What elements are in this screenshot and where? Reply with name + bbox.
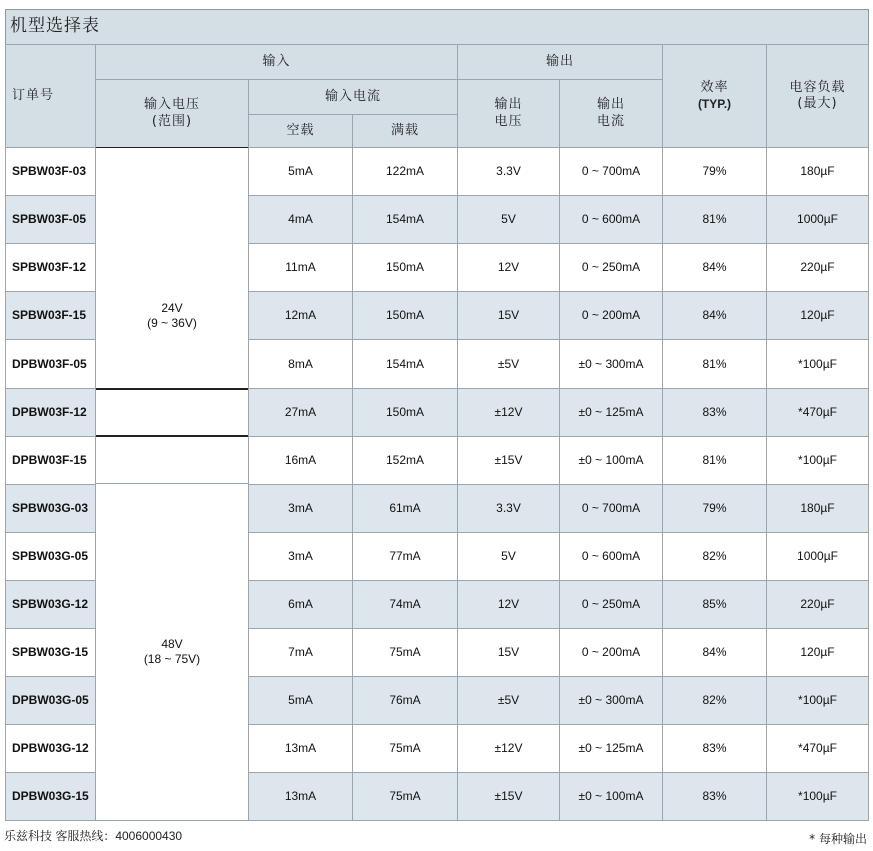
header-output-voltage-2: 电压: [494, 113, 523, 129]
output-current-cell: ±0 ~ 100mA: [559, 436, 663, 485]
cap-load-cell: 1000µF: [766, 532, 869, 581]
order-code-cell: SPBW03G-03: [5, 484, 96, 533]
cap-load-cell: 180µF: [766, 147, 869, 196]
output-current-cell: 0 ~ 250mA: [559, 243, 663, 292]
cap-load-cell: 120µF: [766, 628, 869, 677]
output-voltage-cell: 3.3V: [457, 484, 560, 533]
no-load-current-cell: 16mA: [248, 436, 353, 485]
cap-load-cell: 1000µF: [766, 195, 869, 244]
cap-load-cell: *100µF: [766, 436, 869, 485]
cap-load-cell: *100µF: [766, 676, 869, 725]
order-code-cell: SPBW03G-05: [5, 532, 96, 581]
cap-load-cell: 180µF: [766, 484, 869, 533]
output-voltage-cell: 15V: [457, 291, 560, 340]
output-current-cell: 0 ~ 200mA: [559, 291, 663, 340]
header-input-voltage-label: 输入电压: [143, 97, 200, 113]
voltage-group-48v-value: 48V: [161, 637, 183, 651]
header-output-current: [559, 79, 663, 148]
order-code-cell: SPBW03F-05: [5, 195, 96, 244]
no-load-current-cell: 12mA: [248, 291, 353, 340]
full-load-current-cell: 150mA: [352, 388, 458, 437]
output-current-cell: ±0 ~ 300mA: [559, 676, 663, 725]
full-load-current-cell: 154mA: [352, 339, 458, 389]
header-efficiency-label: 效率: [700, 80, 729, 96]
output-current-cell: ±0 ~ 300mA: [559, 339, 663, 389]
output-current-cell: 0 ~ 600mA: [559, 195, 663, 244]
full-load-current-cell: 150mA: [352, 291, 458, 340]
cap-load-cell: *470µF: [766, 388, 869, 437]
header-input-current: 输入电流: [248, 79, 458, 115]
output-voltage-cell: 15V: [457, 628, 560, 677]
output-voltage-cell: 12V: [457, 243, 560, 292]
voltage-group-48v: [95, 483, 249, 821]
output-current-cell: 0 ~ 600mA: [559, 532, 663, 581]
efficiency-cell: 79%: [662, 147, 767, 196]
efficiency-cell: 84%: [662, 628, 767, 677]
efficiency-cell: 79%: [662, 484, 767, 533]
full-load-current-cell: 152mA: [352, 436, 458, 485]
order-code-cell: SPBW03G-12: [5, 580, 96, 629]
output-current-cell: 0 ~ 700mA: [559, 484, 663, 533]
full-load-current-cell: 154mA: [352, 195, 458, 244]
full-load-current-cell: 122mA: [352, 147, 458, 196]
full-load-current-cell: 61mA: [352, 484, 458, 533]
efficiency-cell: 82%: [662, 676, 767, 725]
no-load-current-cell: 4mA: [248, 195, 353, 244]
header-efficiency: [662, 44, 767, 148]
header-no-load: 空载: [248, 114, 353, 148]
output-voltage-cell: 5V: [457, 195, 560, 244]
output-voltage-cell: ±5V: [457, 676, 560, 725]
cap-load-cell: *100µF: [766, 772, 869, 821]
full-load-current-cell: 150mA: [352, 243, 458, 292]
no-load-current-cell: 6mA: [248, 580, 353, 629]
header-output-voltage: [457, 79, 560, 148]
efficiency-cell: 84%: [662, 291, 767, 340]
output-current-cell: 0 ~ 700mA: [559, 147, 663, 196]
output-current-cell: ±0 ~ 100mA: [559, 772, 663, 821]
output-voltage-cell: ±5V: [457, 339, 560, 389]
efficiency-cell: 84%: [662, 243, 767, 292]
footnote: * 每种输出: [809, 832, 867, 846]
order-code-cell: DPBW03F-05: [5, 339, 96, 389]
full-load-current-cell: 75mA: [352, 772, 458, 821]
cap-load-cell: 220µF: [766, 580, 869, 629]
full-load-current-cell: 77mA: [352, 532, 458, 581]
header-input-voltage: [95, 79, 249, 148]
cap-load-cell: 220µF: [766, 243, 869, 292]
efficiency-cell: 81%: [662, 195, 767, 244]
order-code-cell: SPBW03F-15: [5, 291, 96, 340]
no-load-current-cell: 3mA: [248, 484, 353, 533]
header-cap-load: [766, 44, 869, 148]
efficiency-cell: 85%: [662, 580, 767, 629]
header-output-current-1: 输出: [596, 97, 625, 113]
order-code-cell: SPBW03F-03: [5, 147, 96, 196]
voltage-group-24v-range: (9 ~ 36V): [147, 315, 197, 330]
voltage-group-24v: [95, 147, 249, 484]
no-load-current-cell: 13mA: [248, 724, 353, 773]
efficiency-cell: 83%: [662, 388, 767, 437]
order-code-cell: DPBW03G-15: [5, 772, 96, 821]
order-code-cell: SPBW03G-15: [5, 628, 96, 677]
output-current-cell: 0 ~ 250mA: [559, 580, 663, 629]
header-full-load: 满载: [352, 114, 458, 148]
model-selection-table: [5, 9, 869, 821]
no-load-current-cell: 5mA: [248, 676, 353, 725]
header-input-voltage-range: (范围): [151, 113, 193, 129]
output-voltage-cell: ±12V: [457, 388, 560, 437]
efficiency-cell: 81%: [662, 339, 767, 389]
header-output-current-2: 电流: [596, 113, 625, 129]
table-title: 机型选择表: [5, 9, 869, 45]
order-code-cell: DPBW03G-12: [5, 724, 96, 773]
output-voltage-cell: 3.3V: [457, 147, 560, 196]
voltage-group-24v-value: 24V: [161, 300, 183, 315]
output-voltage-cell: 12V: [457, 580, 560, 629]
output-voltage-cell: 5V: [457, 532, 560, 581]
header-cap-load-label: 电容负载: [789, 79, 846, 95]
order-code-cell: DPBW03G-05: [5, 676, 96, 725]
header-cap-load-max: (最大): [797, 96, 838, 111]
no-load-current-cell: 13mA: [248, 772, 353, 821]
no-load-current-cell: 8mA: [248, 339, 353, 389]
order-code-cell: DPBW03F-15: [5, 436, 96, 485]
cap-load-cell: 120µF: [766, 291, 869, 340]
header-output: 输出: [457, 44, 663, 80]
full-load-current-cell: 75mA: [352, 628, 458, 677]
output-voltage-cell: ±15V: [457, 772, 560, 821]
header-input: 输入: [95, 44, 458, 80]
no-load-current-cell: 27mA: [248, 388, 353, 437]
efficiency-cell: 83%: [662, 772, 767, 821]
output-current-cell: ±0 ~ 125mA: [559, 388, 663, 437]
full-load-current-cell: 75mA: [352, 724, 458, 773]
no-load-current-cell: 3mA: [248, 532, 353, 581]
efficiency-cell: 81%: [662, 436, 767, 485]
order-code-cell: DPBW03F-12: [5, 388, 96, 437]
header-order-no: 订单号: [5, 44, 96, 148]
header-efficiency-typ: (TYP.): [697, 96, 732, 111]
full-load-current-cell: 76mA: [352, 676, 458, 725]
efficiency-cell: 82%: [662, 532, 767, 581]
order-code-cell: SPBW03F-12: [5, 243, 96, 292]
no-load-current-cell: 7mA: [248, 628, 353, 677]
output-voltage-cell: ±12V: [457, 724, 560, 773]
full-load-current-cell: 74mA: [352, 580, 458, 629]
efficiency-cell: 83%: [662, 724, 767, 773]
cap-load-cell: *470µF: [766, 724, 869, 773]
customer-hotline: 乐兹科技 客服热线：4006000430: [4, 829, 183, 843]
output-current-cell: ±0 ~ 125mA: [559, 724, 663, 773]
no-load-current-cell: 5mA: [248, 147, 353, 196]
voltage-group-48v-range: (18 ~ 75V): [143, 652, 201, 666]
no-load-current-cell: 11mA: [248, 243, 353, 292]
output-current-cell: 0 ~ 200mA: [559, 628, 663, 677]
cap-load-cell: *100µF: [766, 339, 869, 389]
output-voltage-cell: ±15V: [457, 436, 560, 485]
header-output-voltage-1: 输出: [494, 97, 523, 113]
